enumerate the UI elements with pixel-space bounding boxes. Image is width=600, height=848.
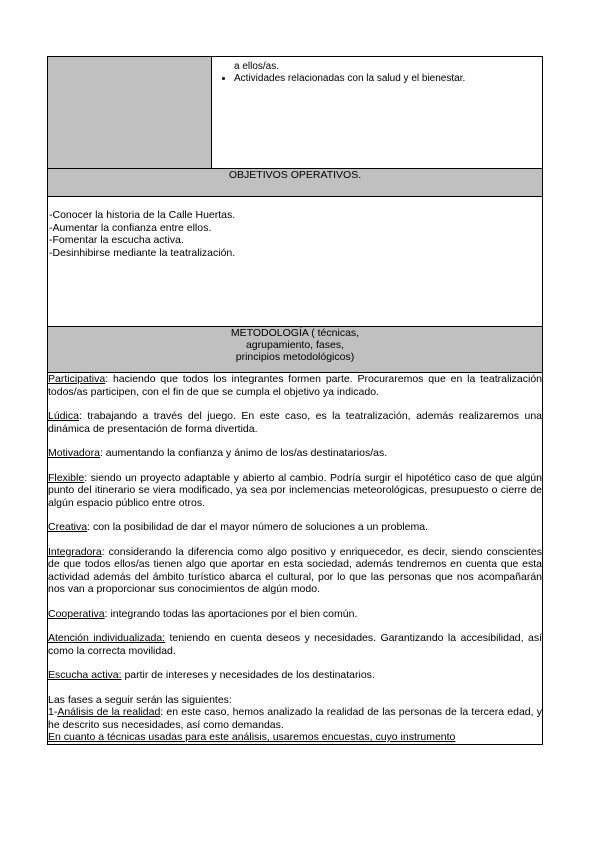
principle-text: teniendo en cuenta deseos y necesidades. Garantizando la accesibilidad, así como la correcta movilidad.	[48, 632, 542, 657]
principle-text: : integrando todas las aportaciones por el bien común.	[104, 607, 358, 620]
bullet-cell	[212, 57, 543, 169]
principle-paragraph	[48, 447, 542, 460]
principle-term: Escucha activa:	[48, 669, 122, 681]
activities-list	[212, 57, 542, 85]
principle-paragraph	[48, 546, 542, 596]
principle-text: : haciendo que todos los integrantes formen parte. Procuraremos que en la teatralización todos/as participen, con el fin de que se cumpla el objetivo ya indicado.	[48, 373, 542, 398]
last-line: En cuanto a técnicas usadas para este análisis, usaremos encuestas, cuyo instrumento	[48, 731, 456, 743]
principle-term: Cooperativa	[48, 607, 105, 620]
principle-paragraph	[48, 521, 542, 534]
principle-paragraph	[48, 373, 542, 398]
principle-term: Integradora	[48, 545, 102, 558]
objetivos-cell	[48, 197, 543, 327]
principle-term: Atención individualizada:	[48, 632, 166, 644]
metodologia-cell	[48, 373, 543, 745]
heading-line: agrupamiento, fases,	[245, 339, 345, 351]
principle-paragraph	[48, 669, 542, 682]
principle-paragraph	[48, 472, 542, 510]
principle-paragraph	[48, 632, 542, 657]
phases-intro: Las fases a seguir serán las siguientes:	[48, 693, 232, 706]
phases-paragraph	[48, 694, 542, 744]
gray-cell	[48, 57, 212, 169]
objetivos-heading-row	[48, 169, 543, 197]
heading-line: principios metodológicos)	[235, 351, 355, 363]
principle-term: Creativa	[48, 521, 88, 533]
principle-term: Flexible	[48, 471, 85, 484]
principle-term: Participativa	[48, 373, 106, 385]
principle-term: Lúdica	[48, 410, 79, 422]
principle-text: : aumentando la confianza y ánimo de los/as destinatarios/as.	[99, 447, 388, 459]
principle-text: : siendo un proyecto adaptable y abierto al cambio. Podría surgir el hipotético caso de que algún punto del itinerario se viera modificado, ya sea por inclemencias meteorológicas, presupuesto o cierre de algún espacio público entre otros.	[48, 471, 542, 509]
phase-number: 1-	[48, 706, 58, 718]
phase-text: : en este caso, hemos analizado la realidad de las personas de la tercera edad, y he descrito sus necesidades, así como demandas.	[48, 706, 542, 731]
list-item: -Fomentar la escucha activa.	[49, 234, 184, 246]
objetivos-row	[48, 197, 543, 327]
principle-text: : trabajando a través del juego. En este caso, es la teatralización, además realizaremos una dinámica de presentación de forma divertida.	[48, 410, 542, 435]
principle-text: : con la posibilidad de dar el mayor número de soluciones a un problema.	[87, 521, 428, 533]
principle-term: Motivadora	[48, 447, 100, 459]
list-item: • Actividades relacionadas con la salud y el bienestar.	[234, 73, 538, 85]
phase-term: Análisis de la realidad	[57, 706, 161, 718]
list-item: -Conocer la historia de la Calle Huertas.	[49, 209, 236, 221]
objetivos-list	[48, 197, 542, 259]
list-item: -Aumentar la confianza entre ellos.	[49, 221, 212, 234]
metodologia-row	[48, 373, 543, 745]
section-heading	[48, 327, 543, 373]
planning-table	[47, 56, 543, 745]
heading-line: METODOLOGÍA ( técnicas,	[230, 327, 360, 339]
principle-text: partir de intereses y necesidades de los destinatarios.	[121, 669, 375, 681]
list-item: a ellos/as.	[234, 61, 280, 72]
principle-text: : considerando la diferencia como algo positivo y enriquecedor, es decir, siendo conscientes de que todos ellos/as tienen algo que aportar en esta sociedad, además tendremos en cuenta que esta actividad además del ámbito turístico abarca el cultural, por lo que las personas que nos acompañarán nos van a proporcionar sus conocimientos de algún modo.	[48, 545, 542, 595]
top-row	[48, 57, 543, 169]
section-heading: OBJETIVOS OPERATIVOS.	[48, 169, 543, 197]
metodologia-heading-row	[48, 327, 543, 373]
principle-paragraph	[48, 608, 542, 621]
principle-paragraph	[48, 410, 542, 435]
list-item: -Desinhibirse mediante la teatralización.	[49, 246, 236, 259]
